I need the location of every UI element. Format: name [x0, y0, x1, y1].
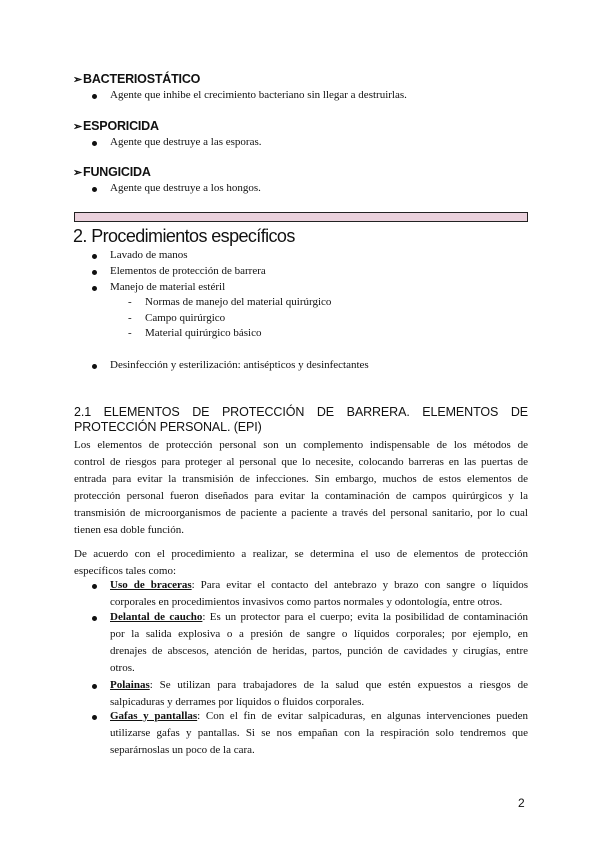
paragraph [74, 546, 528, 580]
item-term: Polainas [110, 679, 150, 691]
dash-bullet: - [128, 296, 132, 308]
bullet-icon [92, 584, 97, 589]
bullet-icon [92, 254, 97, 259]
dash-bullet: - [128, 312, 132, 324]
paragraph [74, 437, 528, 539]
definition-title: ➢ESPORICIDA [73, 119, 159, 133]
bullet-icon [92, 684, 97, 689]
epi-list-item: Uso de braceras: Para evitar el contacto del antebrazo y brazo con sangre o líquidos corporales en procedimientos invasivos como partos normales y odontología, entre otros. [110, 579, 528, 608]
paragraph-line: transmisión de microorganismos de paciente a paciente a través del personal sanitario, por lo cual [74, 507, 528, 519]
bullet-icon [92, 364, 97, 369]
subsection-heading-line: 2.1 ELEMENTOS DE PROTECCIÓN DE BARRERA. ELEMENTOS DE [74, 405, 528, 419]
bullet-icon [92, 94, 97, 99]
dash-bullet: - [128, 327, 132, 339]
page-number: 2 [518, 796, 525, 810]
epi-list-item: Gafas y pantallas: Con el fin de evitar salpicaduras, en algunas intervenciones pueden utilizarse gafas y pantallas. Si se nos empañan con la respiración solo tendremos que separárnoslas un poco de la cara. [110, 710, 528, 756]
definition-title: ➢BACTERIOSTÁTICO [73, 72, 201, 86]
paragraph-line: específicos tales como: [74, 565, 177, 577]
list-item: Elementos de protección de barrera [110, 265, 266, 277]
arrow-bullet-icon: ➢ [73, 74, 83, 86]
bullet-icon [92, 141, 97, 146]
bullet-icon [92, 715, 97, 720]
definition-text: Agente que destruye a las esporas. [110, 136, 262, 148]
paragraph-line: entrada para evitar la transmisión de infecciones. Sin embargo, muchos de estos elementos de [74, 473, 528, 485]
item-term: Delantal de caucho [110, 611, 203, 623]
section-heading: 2. Procedimientos específicos [73, 226, 295, 246]
arrow-bullet-icon: ➢ [73, 167, 83, 179]
bullet-icon [92, 187, 97, 192]
paragraph-line: De acuerdo con el procedimiento a realizar, se determina el uso de elementos de protección [74, 548, 528, 560]
paragraph-line: control de riesgos para proteger al personal que lo necesite, colocando barreras en las puertas de [74, 456, 528, 468]
definition-text: Agente que destruye a los hongos. [110, 182, 261, 194]
subsection-heading-line: PROTECCIÓN PERSONAL. (EPI) [74, 420, 262, 434]
item-term: Gafas y pantallas [110, 710, 198, 722]
sub-list-item: Normas de manejo del material quirúrgico [145, 296, 332, 308]
list-item: Manejo de material estéril [110, 281, 226, 293]
definition-text: Agente que inhibe el crecimiento bacteriano sin llegar a destruirlas. [110, 89, 407, 101]
paragraph-line: Los elementos de protección personal son un complemento indispensable de los métodos de [74, 439, 528, 451]
paragraph-line: tienen esa doble función. [74, 524, 184, 536]
paragraph-line: protección personal fueron diseñados para evitar la contaminación de campos quirúrgicos y la [74, 490, 528, 502]
section-divider-bar [74, 212, 528, 222]
bullet-icon [92, 270, 97, 275]
list-item: Lavado de manos [110, 249, 188, 261]
epi-list-item: Polainas: Se utilizan para trabajadores de la salud que estén expuestos a riesgos de salpicaduras y derrames por líquidos o fluidos corporales. [110, 679, 528, 708]
bullet-icon [92, 286, 97, 291]
epi-list-item: Delantal de caucho: Es un protector para el cuerpo; evita la posibilidad de contaminación por la salida explosiva o a presión de sangre o líquidos corporales; por ejemplo, en drenajes de abscesos, atención de heridas, partos, punción de cavidades y cirugías, entre otros. [110, 611, 528, 674]
list-item: Desinfección y esterilización: antisépticos y desinfectantes [110, 359, 369, 371]
sub-list-item: Material quirúrgico básico [145, 327, 262, 339]
bullet-icon [92, 616, 97, 621]
item-term: Uso de braceras [110, 579, 192, 591]
definition-title: ➢FUNGICIDA [73, 165, 151, 179]
arrow-bullet-icon: ➢ [73, 121, 83, 133]
sub-list-item: Campo quirúrgico [145, 312, 226, 324]
